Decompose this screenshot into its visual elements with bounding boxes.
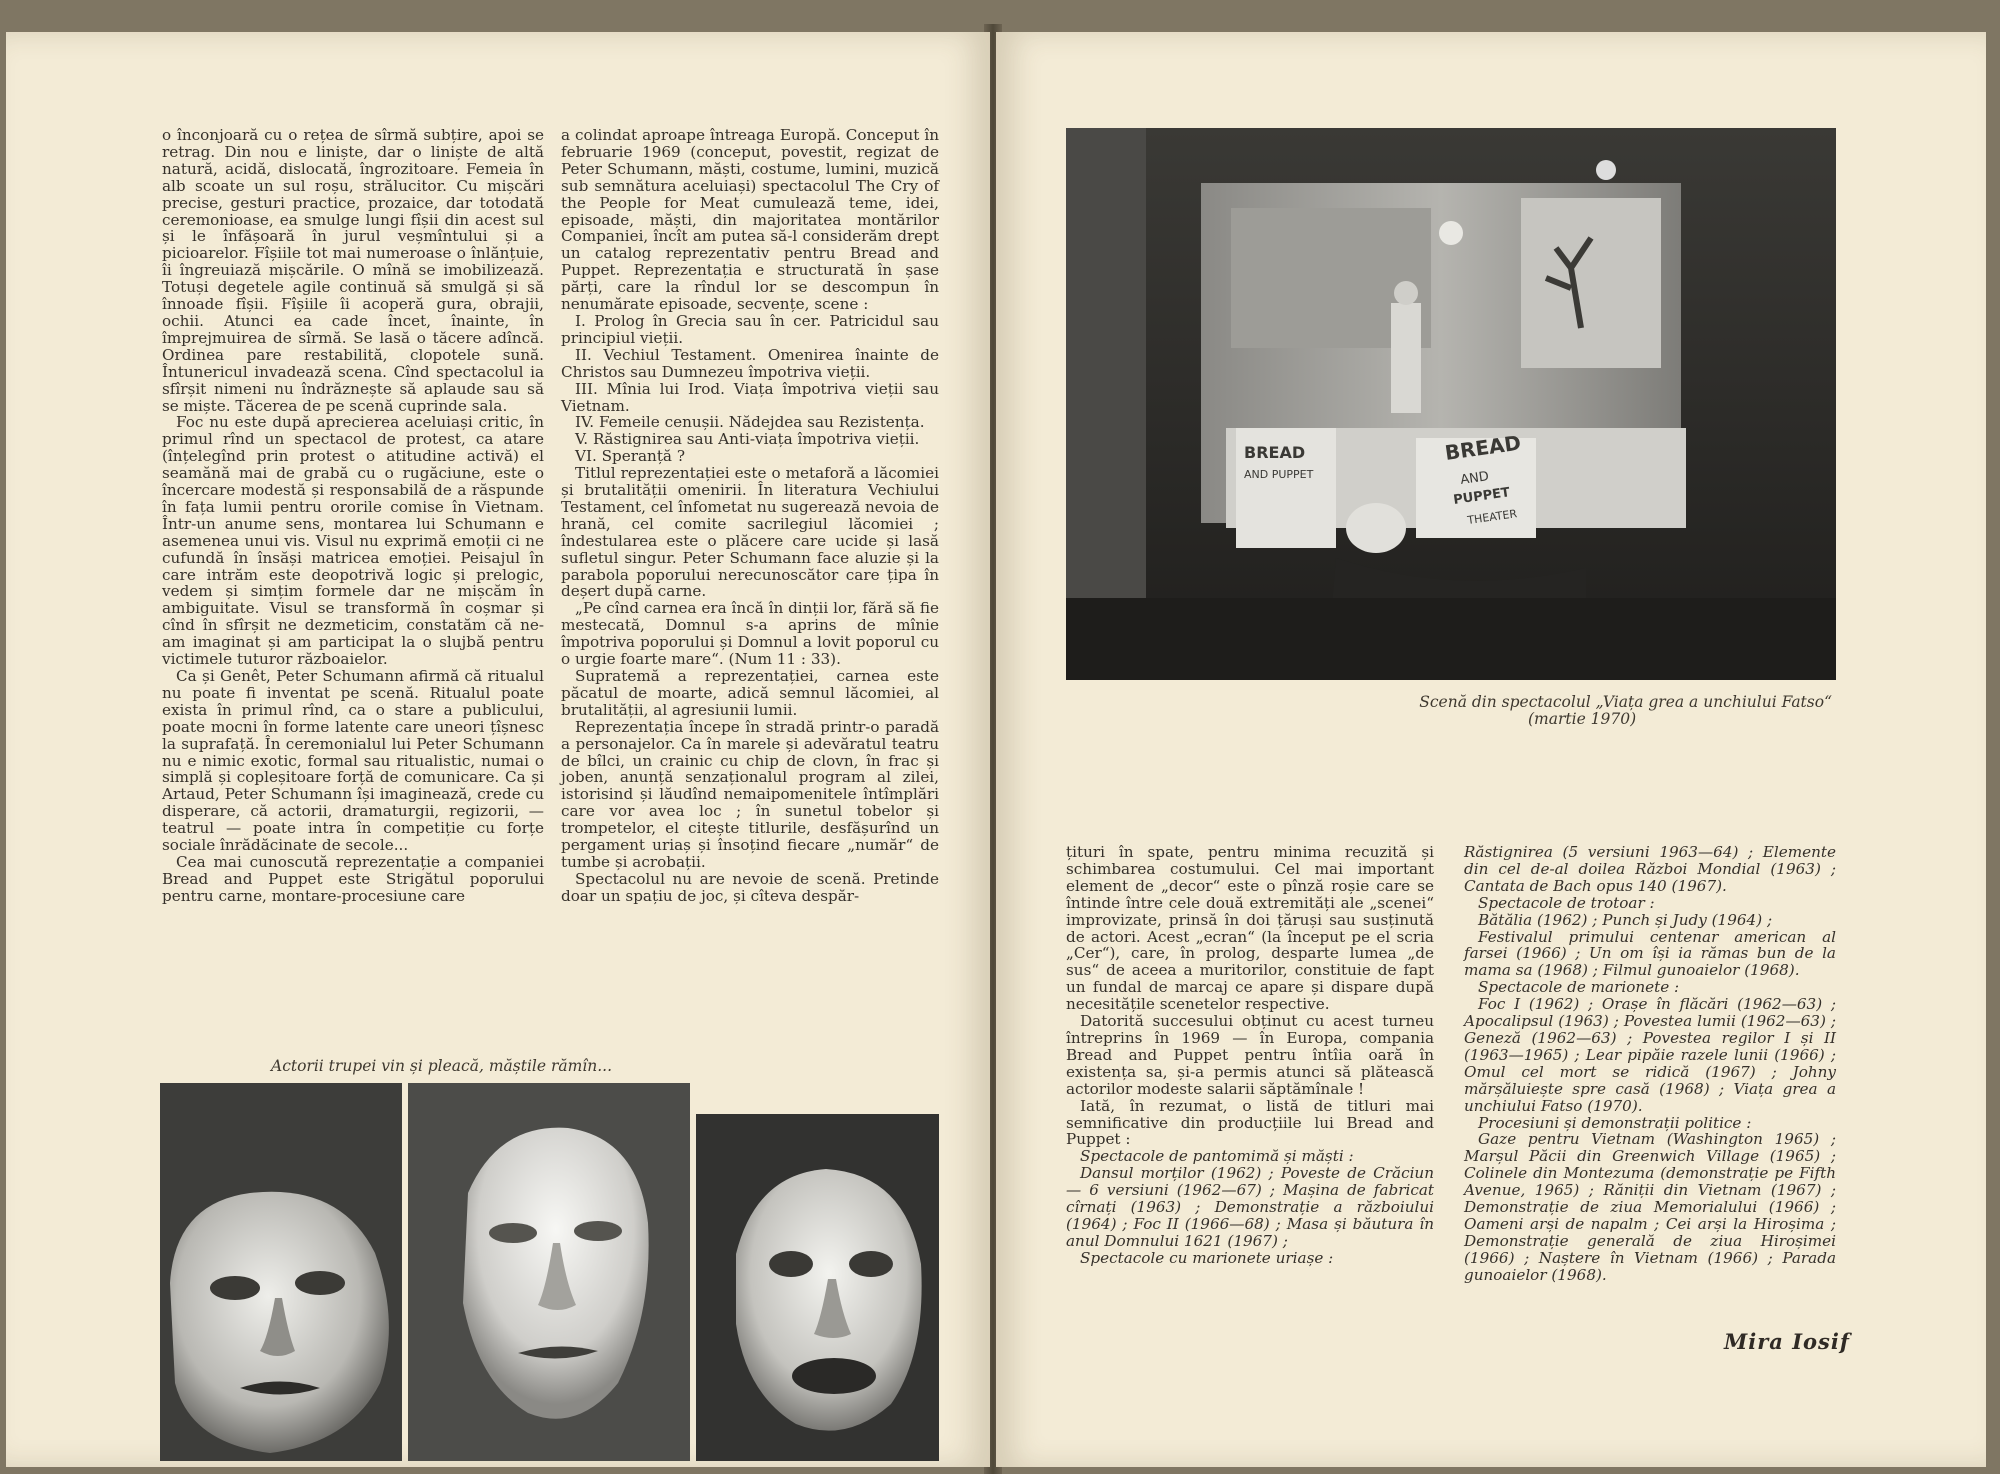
- paragraph: Bătălia (1962) ; Punch și Judy (1964) ;: [1478, 910, 1773, 929]
- paragraph: o înconjoară cu o rețea de sîrmă subțire, apoi se retrag. Din nou e liniște, dar o liniște de altă natură, acidă, dislocată, îngrozitoare. Femeia în alb scoate un sul roșu, strălucitor. Cu mișcări precise, gesturi practice, prozaice, dar totodată ceremonioase, ea smulge lungi fîșii din acest sul și le înfășoară în jurul veșmîntului și a picioarelor. Fîșiile tot mai numeroase o înlănțuie, îi îngreuiază mișcările. O mînă se imobilizează. Totuși degetele agile continuă să smulgă și să înnoade fîșii. Fîșiile îi acoperă gura, obrajii, ochii. Atunci ea cade încet, înainte, în împrejmuirea de sîrmă. Se lasă o tăcere adîncă. Ordinea pare restabilită, clopotele sună. Întunericul invadează scena. Cînd spectacolul ia sfîrșit nimeni nu îndrăznește să aplaude sau să se miște. Tăcerea de pe scenă cuprinde sala.: [162, 126, 544, 415]
- list-item: I. Prolog în Grecia sau în cer. Patricidul sau principiul vieții.: [561, 311, 939, 347]
- svg-text:AND: AND: [1459, 469, 1490, 488]
- paragraph: Cea mai cunoscută reprezentație a companiei Bread and Puppet este Strigătul poporului pentru carne, montare-procesiune care: [162, 852, 544, 905]
- section-heading: Procesiuni și demonstrații politice :: [1478, 1113, 1752, 1132]
- paragraph: Ca și Genêt, Peter Schumann afirmă că ritualul nu poate fi inventat pe scenă. Ritualul poate exista în primul rînd, ca o stare a publicului, poate mocni în forme latente care uneori țîșnesc la suprafață. În ceremonialul lui Peter Schumann nu e nimic exotic, formal sau ritualistic, numai o simplă și copleșitoare forță de comunicare. Ca și Artaud, Peter Schumann își imaginează, crede cu disperare, că actorii, dramaturgii, regizorii, — teatrul — poate intra în competiție cu forțe sociale înrădăcinate de secole...: [162, 667, 544, 855]
- stage-photo: [1066, 128, 1836, 680]
- mask-photo-3: [696, 1114, 939, 1461]
- left-page: [6, 32, 990, 1467]
- paragraph: Festivalul primului centenar american al farsei (1966) ; Un om își ia rămas bun de la mama sa (1968) ; Filmul gunoaielor (1968).: [1464, 927, 1836, 980]
- paragraph: Titlul reprezentației este o metaforă a lăcomiei și brutalității omenirii. În literatura Vechiului Testament, cel înfometat nu sugerează nevoia de hrană, cel comite sacrilegiul lăcomiei ; îndestularea este o plăcere care ucide și lasă sufletul singur. Peter Schumann face aluzie și la parabola poporului nerecunoscător care țipa în deșert după carne.: [561, 464, 939, 601]
- paragraph: Iată, în rezumat, o listă de titluri mai semnificative din producțiile lui Bread and Puppet :: [1066, 1096, 1434, 1149]
- right-page: [996, 32, 1986, 1467]
- mask-photo-1: [160, 1083, 402, 1461]
- paragraph: Foc nu este după aprecierea aceluiași critic, în primul rînd un spectacol de protest, ca atare (înțelegînd prin protest o atitudine activă) el seamănă mai de grabă cu o rugăciune, este o încercare modestă și responsabilă de a răspunde în fața lumii pentru ororile comise în Vietnam. Într-un anume sens, montarea lui Schumann e asemenea unui vis. Visul nu exprimă emoții ci ne cufundă în însăși matricea emoției. Peisajul în care intrăm este deopotrivă logic și prelogic, vedem și simțim formele dar ne mișcăm în ambiguitate. Visul se transformă în coșmar și cînd în sfîrșit ne dezmeticim, constatăm că ne-am imaginat și am participat la o slujbă pentru victimele tuturor războaielor.: [162, 413, 544, 669]
- svg-text:AND PUPPET: AND PUPPET: [1244, 468, 1314, 481]
- right-column-2: [1464, 844, 1836, 1284]
- section-heading: Spectacole cu marionete uriașe :: [1080, 1248, 1334, 1267]
- svg-text:THEATER: THEATER: [1466, 507, 1518, 527]
- paragraph: Supratemă a reprezentației, carnea este păcatul de moarte, adică semnul lăcomiei, al brutalității, al agresiunii lumii.: [561, 667, 939, 719]
- paragraph: Dansul morților (1962) ; Poveste de Crăciun — 6 versiuni (1962—67) ; Mașina de fabricat cîrnați (1963) ; Demonstrație a războiului (1964) ; Foc II (1966—68) ; Masa și băutura în anul Domnului 1621 (1967) ;: [1066, 1164, 1434, 1250]
- caption-line: (martie 1970): [1528, 710, 1637, 728]
- section-heading: Spectacole de marionete :: [1478, 978, 1680, 997]
- paragraph: țituri în spate, pentru minima recuzită și schimbarea costumului. Cel mai important element de „decor“ este o pînză roșie care se întinde între cele două extremități ale „scenei“ improvizate, prinsă în doi țăruși sau susținută de actori. Acest „ecran“ (la început pe el scria „Cer“), care, în prolog, desparte lumea „de sus“ de aceea a muritorilor, constituie de fapt un fundal de marcaj ce apare și dispare după necesitățile scenetelor respective.: [1066, 843, 1434, 1014]
- right-column-1: [1066, 844, 1434, 1267]
- author-signature: Mira Iosif: [1724, 1329, 1850, 1354]
- mask-face-illustration: [160, 1083, 402, 1461]
- section-heading: Spectacole de pantomimă și măști :: [1080, 1147, 1354, 1166]
- stage-scene-illustration: [1066, 128, 1836, 680]
- paragraph: Reprezentația începe în stradă printr-o paradă a personajelor. Ca în marele și adevăratul teatru de bîlci, un crainic cu chip de clovn, în frac și joben, anunță senzaționalul program al zilei, istorisind și lăudînd nemaipomenitele întîmplări care vor avea loc ; în sunetul tobelor și trompetelor, el citește titlurile, desfășurînd un pergament uriaș și însoțind fiecare „număr“ de tumbe și acrobații.: [561, 717, 939, 871]
- masks-caption: Actorii trupei vin și pleacă, măștile rămîn...: [271, 1057, 613, 1075]
- list-item: III. Mînia lui Irod. Viața împotriva vieții sau Vietnam.: [561, 379, 939, 415]
- stage-photo-caption: [1408, 694, 1832, 728]
- paragraph: Răstignirea (5 versiuni 1963—64) ; Elemente din cel de-al doilea Război Mondial (1963) ; Cantata de Bach opus 140 (1967).: [1464, 843, 1836, 895]
- left-column-1: [162, 127, 544, 905]
- list-item: VI. Speranță ?: [575, 447, 685, 466]
- list-item: IV. Femeile cenușii. Nădejdea sau Rezistența.: [575, 413, 925, 432]
- mask-face-illustration: [696, 1114, 939, 1461]
- svg-text:PUPPET: PUPPET: [1452, 485, 1511, 508]
- list-item: II. Vechiul Testament. Omenirea înainte de Christos sau Dumnezeu împotriva vieții.: [561, 345, 939, 381]
- paragraph: Gaze pentru Vietnam (Washington 1965) ; Marșul Păcii din Greenwich Village (1965) ; Colinele din Montezuma (demonstrație pe Fifth Avenue, 1965) ; Răniții din Vietnam (1967) ; Demonstrație de ziua Memorialului (1966) ; Oameni arși de napalm ; Cei arși la Hiroșima ; Demonstrație generală de ziua Hiroșimei (1966) ; Naștere în Vietnam (1966) ; Parada gunoaielor (1968).: [1464, 1130, 1836, 1284]
- paragraph: Foc I (1962) ; Orașe în flăcări (1962—63) ; Apocalipsul (1963) ; Povestea lumii (1962—63) ; Geneză (1962—63) ; Povestea regilor I și II (1963—1965) ; Lear pipăie razele lunii (1966) ; Omul cel mort se ridică (1967) ; Johny mărșăluiește spre casă (1968) ; Viața grea a unchiului Fatso (1970).: [1464, 995, 1836, 1115]
- left-column-2: [561, 127, 939, 905]
- paragraph: Spectacolul nu are nevoie de scenă. Pretinde doar un spațiu de joc, și cîteva despăr-: [561, 869, 939, 905]
- mask-face-illustration: [408, 1083, 690, 1461]
- paragraph: Datorită succesului obținut cu acest turneu întreprins în 1969 — în Europa, compania Bread and Puppet pentru întîia oară în existența sa, și-a permis atunci să plătească actorilor modeste salarii săptămînale !: [1066, 1012, 1434, 1098]
- photo-sign-2: BREAD: [1443, 430, 1523, 465]
- section-heading: Spectacole de trotoar :: [1478, 893, 1655, 912]
- list-item: V. Răstignirea sau Anti-viața împotriva vieții.: [575, 430, 920, 449]
- mask-photo-2: [408, 1083, 690, 1461]
- caption-line: Scenă din spectacolul „Viața grea a unchiului Fatso“: [1419, 693, 1832, 711]
- paragraph: a colindat aproape întreaga Europă. Conceput în februarie 1969 (conceput, povestit, regizat de Peter Schumann, măști, costume, lumini, muzică sub semnătura aceluiași) spectacolul The Cry of the People for Meat cumulează teme, idei, episoade, măști, din majoritatea montărilor Companiei, încît am putea să-l considerăm drept un catalog reprezentativ pentru Bread and Puppet. Reprezentația e structurată în șase părți, care la rîndul lor se descompun în nenumărate episoade, secvențe, scene :: [561, 126, 939, 314]
- photo-sign-1: BREAD: [1244, 443, 1306, 462]
- paragraph: „Pe cînd carnea era încă în dinții lor, fără să fie mestecată, Domnul s-a aprins de mînie împotriva poporului și Domnul a lovit poporul cu o urgie foarte mare“. (Num 11 : 33).: [561, 599, 939, 669]
